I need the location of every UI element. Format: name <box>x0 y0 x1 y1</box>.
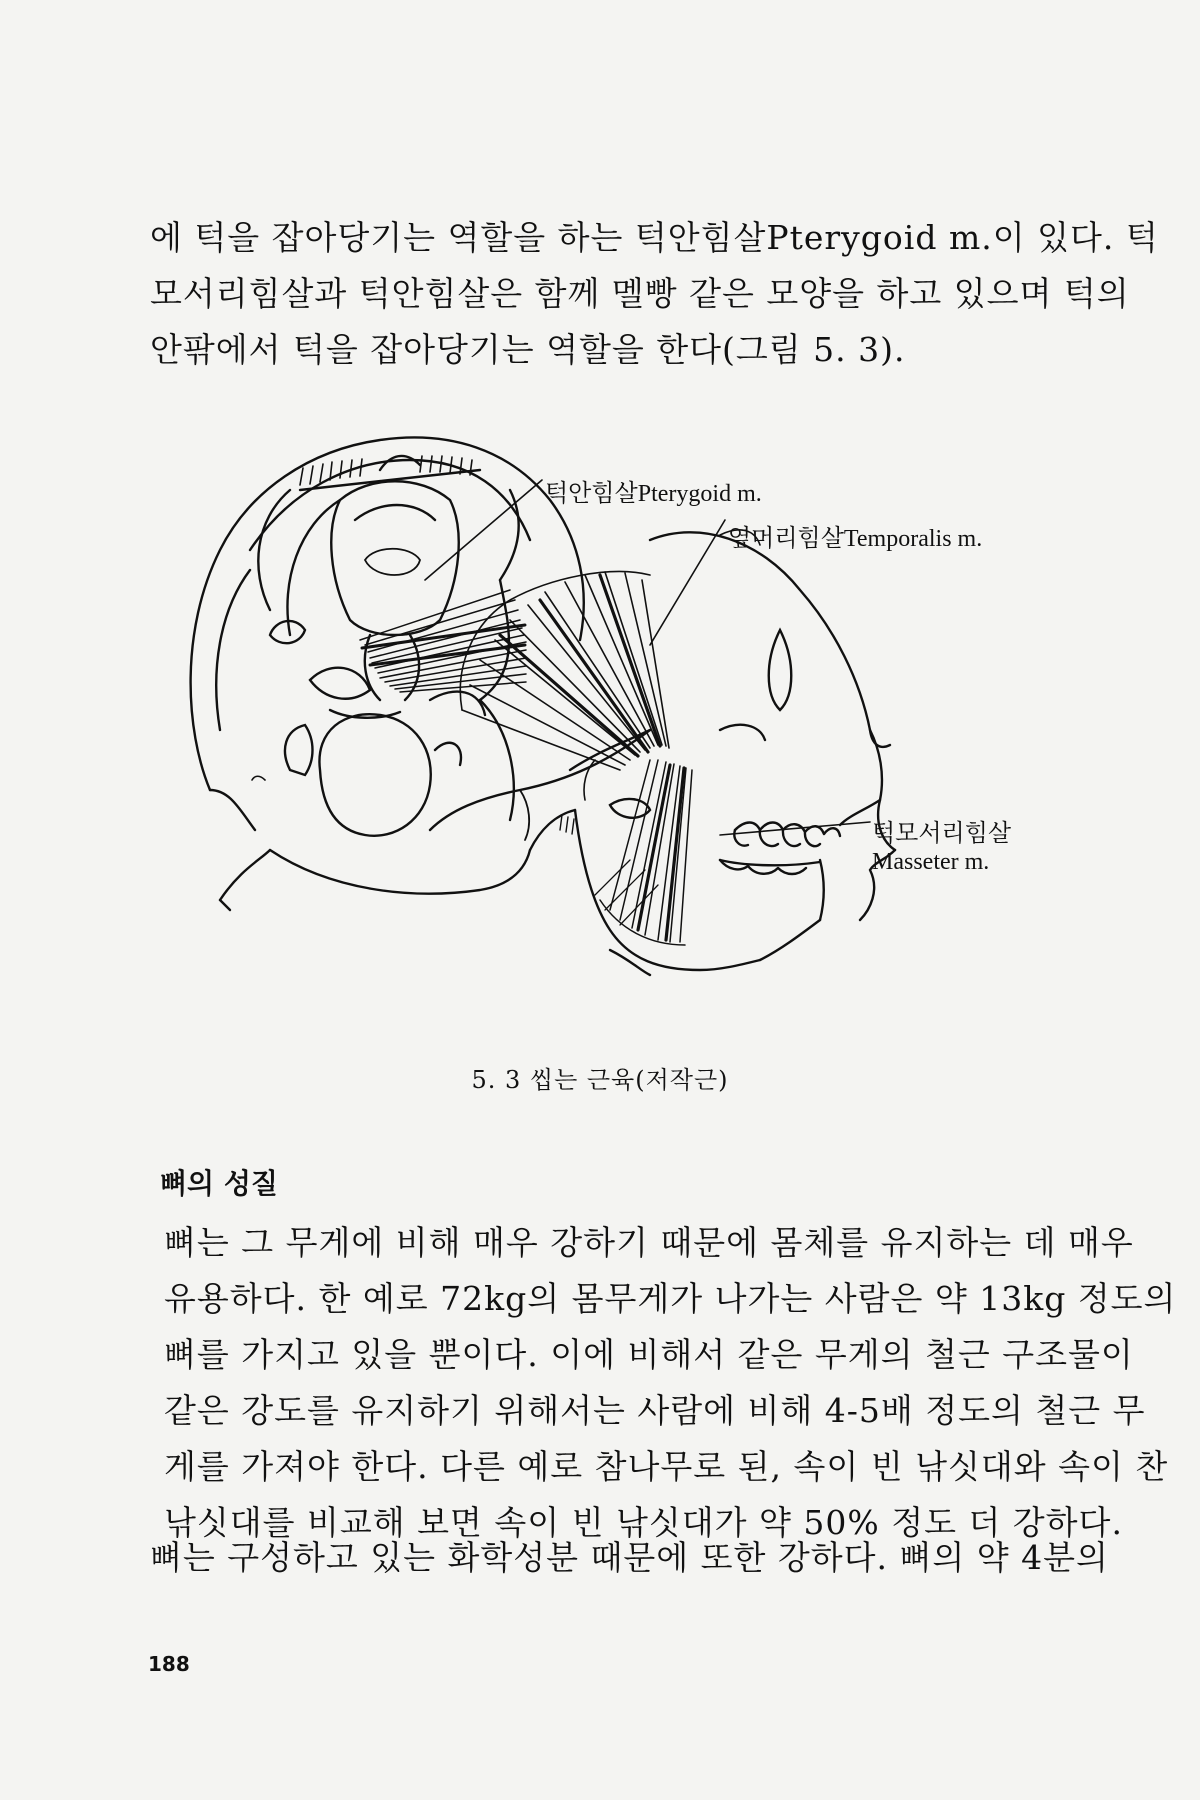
masseter-muscle-drawing <box>595 760 692 945</box>
body-paragraph-2 <box>150 1530 1109 1586</box>
text-line: 뼈를 가지고 있을 뿐이다. 이에 비해서 같은 무게의 철근 구조물이 <box>164 1335 1134 1374</box>
text-line: 게를 가져야 한다. 다른 예로 참나무로 된, 속이 빈 낚싯대와 속이 찬 <box>164 1447 1169 1486</box>
page-number: 188 <box>148 1652 190 1676</box>
text-line: 에 턱을 잡아당기는 역할을 하는 턱안힘살Pterygoid m.이 있다. 턱 <box>150 218 1159 257</box>
text-line: 낚싯대를 비교해 보면 속이 빈 낚싯대가 약 50% 정도 더 강하다. <box>164 1503 1123 1542</box>
body-paragraph-1 <box>150 1215 1177 1551</box>
text-line: 유용하다. 한 예로 72kg의 몸무게가 나가는 사람은 약 13kg 정도의 <box>164 1279 1177 1318</box>
text-line: 뼈는 구성하고 있는 화학성분 때문에 또한 강하다. 뼈의 약 4분의 <box>150 1538 1109 1577</box>
masseter-label-english: Masseter m. <box>872 849 990 875</box>
intro-paragraph <box>150 210 1159 378</box>
figure-caption: 5. 3 씹는 근육(저작근) <box>471 1066 729 1094</box>
text-line: 안팎에서 턱을 잡아당기는 역할을 한다(그림 5. 3). <box>150 330 906 369</box>
skull-muscle-illustration <box>180 430 1080 1020</box>
pterygoid-label: 턱안힘살Pterygoid m. <box>545 481 762 507</box>
section-heading: 뼈의 성질 <box>160 1167 278 1200</box>
text-line: 뼈는 그 무게에 비해 매우 강하기 때문에 몸체를 유지하는 데 매우 <box>164 1223 1134 1262</box>
text-line: 모서리힘살과 턱안힘살은 함께 멜빵 같은 모양을 하고 있으며 턱의 <box>150 274 1130 313</box>
text-line: 같은 강도를 유지하기 위해서는 사람에 비해 4-5배 정도의 철근 무 <box>164 1391 1146 1430</box>
masseter-label-korean: 턱모서리힘살 <box>872 821 1012 847</box>
temporalis-label: 옆머리힘살Temporalis m. <box>728 526 983 552</box>
